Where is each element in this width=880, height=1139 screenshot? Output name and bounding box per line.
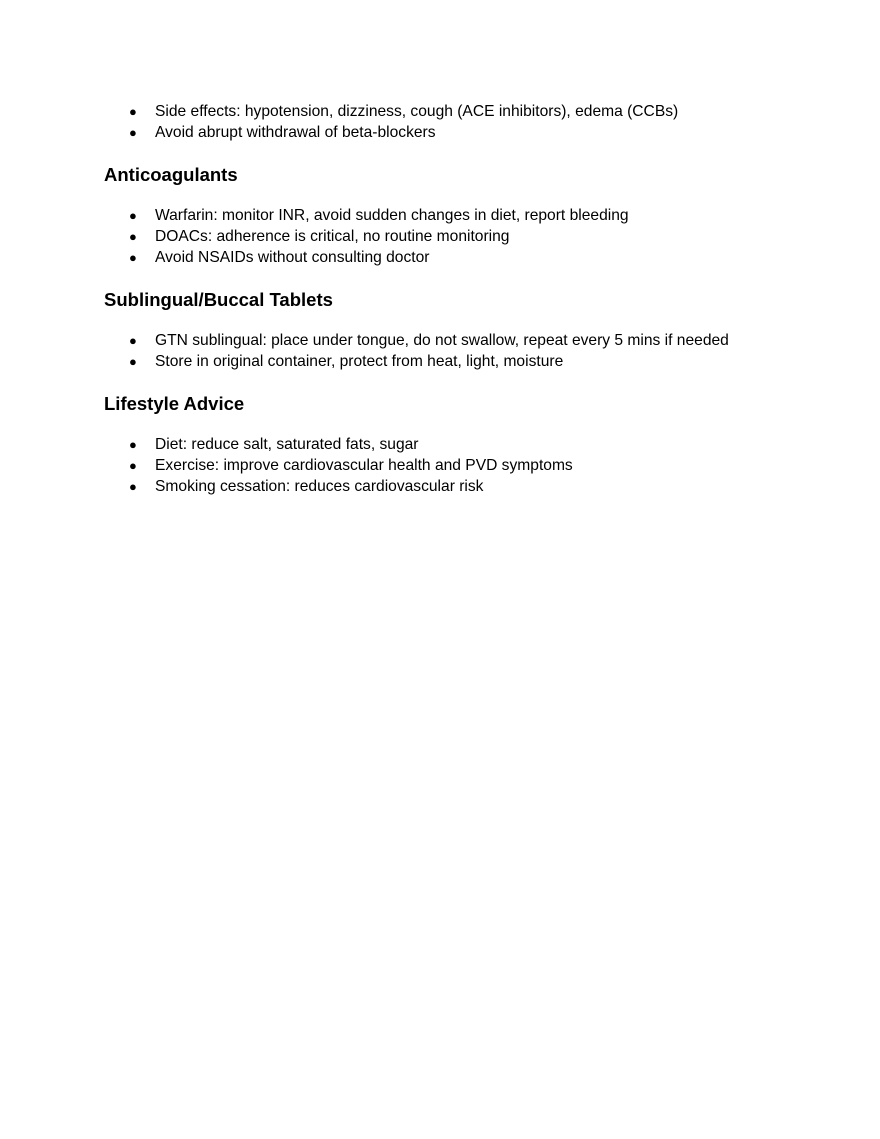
- list-item-text: Warfarin: monitor INR, avoid sudden changes in diet, report bleeding: [155, 207, 629, 224]
- document-content: [104, 101, 804, 497]
- list-item: [104, 330, 804, 351]
- list-item-text: GTN sublingual: place under tongue, do not swallow, repeat every 5 mins if needed: [155, 332, 729, 349]
- section-heading-sublingual-buccal-tablets: Sublingual/Buccal Tablets: [104, 289, 333, 310]
- bullet-icon: ●: [129, 250, 137, 265]
- list-item-text: Smoking cessation: reduces cardiovascular risk: [155, 478, 484, 495]
- list-item-text: Exercise: improve cardiovascular health and PVD symptoms: [155, 457, 573, 474]
- section-heading-anticoagulants: Anticoagulants: [104, 164, 238, 185]
- list-item-text: Avoid abrupt withdrawal of beta-blockers: [155, 124, 436, 141]
- list-item: [104, 205, 804, 226]
- sublingual-bullet-list: [104, 330, 804, 372]
- bullet-icon: ●: [129, 354, 137, 369]
- list-item: [104, 122, 804, 143]
- list-item: [104, 351, 804, 372]
- lifestyle-bullet-list: [104, 434, 804, 497]
- list-item-text: Avoid NSAIDs without consulting doctor: [155, 249, 430, 266]
- bullet-icon: ●: [129, 104, 137, 119]
- list-item-text: Store in original container, protect from heat, light, moisture: [155, 353, 564, 370]
- bullet-icon: ●: [129, 208, 137, 223]
- list-item: [104, 101, 804, 122]
- list-item-text: Diet: reduce salt, saturated fats, sugar: [155, 436, 419, 453]
- list-item: [104, 476, 804, 497]
- bullet-icon: ●: [129, 437, 137, 452]
- list-item-text: DOACs: adherence is critical, no routine monitoring: [155, 228, 510, 245]
- bullet-icon: ●: [129, 458, 137, 473]
- list-item-text: Side effects: hypotension, dizziness, cough (ACE inhibitors), edema (CCBs): [155, 103, 679, 120]
- intro-bullet-list: [104, 101, 804, 143]
- anticoagulants-bullet-list: [104, 205, 804, 268]
- bullet-icon: ●: [129, 229, 137, 244]
- list-item: [104, 226, 804, 247]
- bullet-icon: ●: [129, 333, 137, 348]
- list-item: [104, 455, 804, 476]
- bullet-icon: ●: [129, 125, 137, 140]
- list-item: [104, 247, 804, 268]
- list-item: [104, 434, 804, 455]
- section-heading-lifestyle-advice: Lifestyle Advice: [104, 393, 245, 414]
- bullet-icon: ●: [129, 479, 137, 494]
